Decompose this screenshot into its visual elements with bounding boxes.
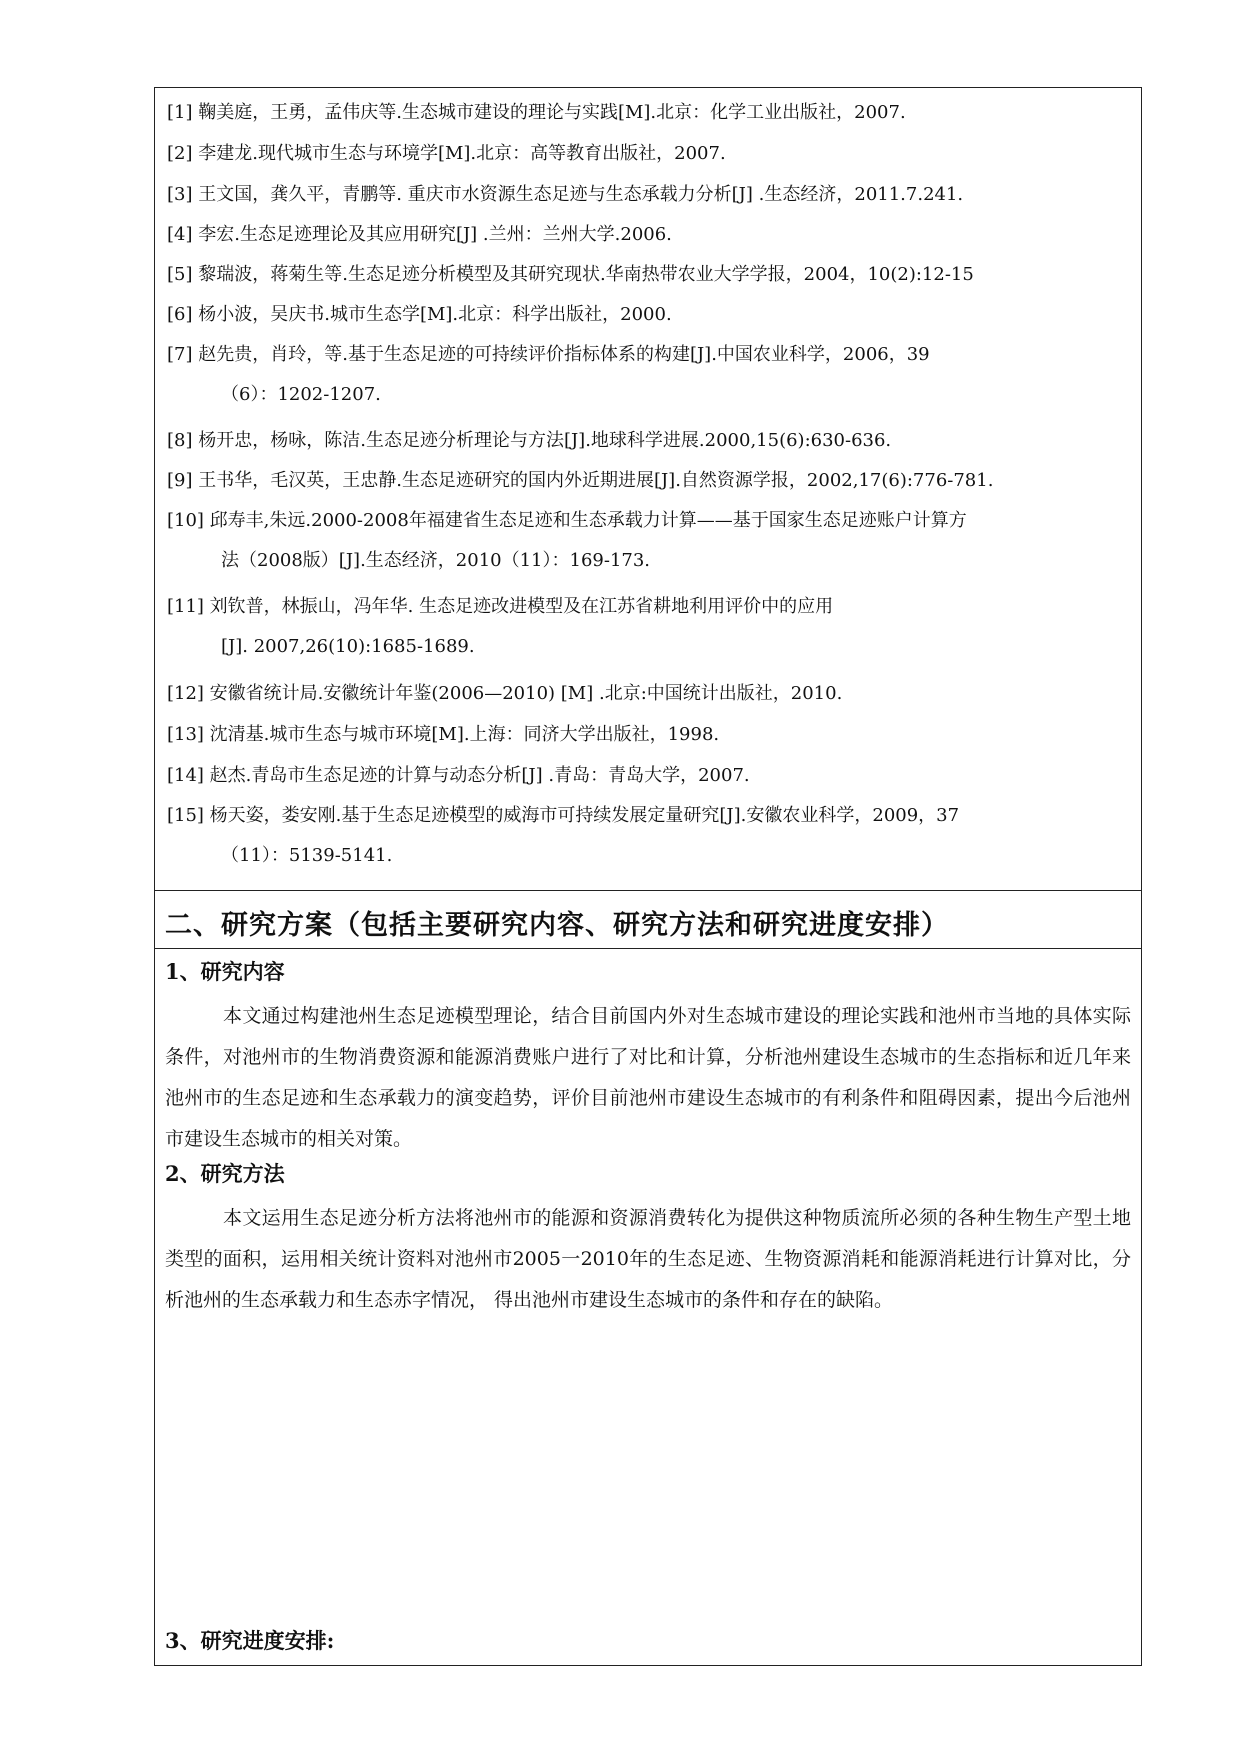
reference-item (167, 718, 1131, 751)
content-paragraph: 本文通过构建池州生态足迹模型理论，结合目前国内外对生态城市建设的理论实践和池州市当地的具体实际条件，对池州市的生物消费资源和能源消费账户进行了对比和计算，分析池州建设生态城市的生态指标和近几年来池州市的生态足迹和生态承载力的演变趋势，评价目前池州市建设生态城市的有利条件和阻碍因素，提出今后池州市建设生态城市的相关对策。 (165, 1005, 1131, 1150)
reference-item (167, 464, 1131, 497)
reference-line: [13] 沈清基.城市生态与城市环境[M].上海：同济大学出版社，1998. (167, 724, 720, 745)
reference-item (167, 137, 1131, 170)
reference-line: [1] 鞠美庭，王勇，孟伟庆等.生态城市建设的理论与实践[M].北京：化学工业出版社，2007. (167, 102, 906, 123)
reference-line: [9] 王书华，毛汉英，王忠静.生态足迹研究的国内外近期进展[J].自然资源学报，2002,17(6):776-781. (167, 470, 994, 491)
reference-line: [12] 安徽省统计局.安徽统计年鉴(2006—2010) [M] .北京:中国统计出版社，2010. (167, 683, 843, 704)
reference-line: [7] 赵先贵，肖玲，等.基于生态足迹的可持续评价指标体系的构建[J].中国农业科学，2006，39 (167, 344, 930, 365)
reference-line: [8] 杨开忠，杨咏，陈洁.生态足迹分析理论与方法[J].地球科学进展.2000,15(6):630-636. (167, 430, 892, 451)
reference-line: [11] 刘钦普，林振山，冯年华. 生态足迹改进模型及在江苏省耕地利用评价中的应用 (167, 596, 834, 617)
reference-line: [3] 王文国，龚久平，青鹏等. 重庆市水资源生态足迹与生态承载力分析[J] .生态经济，2011.7.241. (167, 184, 964, 205)
form-frame (154, 87, 1142, 1666)
reference-item (167, 677, 1131, 710)
reference-item (167, 504, 1131, 577)
reference-item (167, 96, 1131, 129)
reference-line-continued: （11）：5139-5141. (221, 845, 393, 866)
reference-item (167, 218, 1131, 251)
divider (155, 948, 1141, 949)
reference-line: [10] 邱寿丰,朱远.2000-2008年福建省生态足迹和生态承载力计算——基于国家生态足迹账户计算方 (167, 510, 967, 531)
reference-list (155, 88, 1141, 890)
reference-item (167, 424, 1131, 457)
reference-line-continued: （6）：1202-1207. (221, 384, 381, 405)
schedule-heading: 3、研究进度安排: (165, 1628, 335, 1653)
reference-item (167, 590, 1131, 663)
reference-line-continued: [J]. 2007,26(10):1685-1689. (221, 636, 475, 657)
content-heading: 1、研究内容 (165, 959, 285, 984)
reference-line: [5] 黎瑞波，蒋菊生等.生态足迹分析模型及其研究现状.华南热带农业大学学报，2004，10(2):12-15 (167, 264, 974, 285)
reference-item (167, 338, 1131, 411)
reference-item (167, 258, 1131, 291)
reference-line: [4] 李宏.生态足迹理论及其应用研究[J] .兰州：兰州大学.2006. (167, 224, 672, 245)
reference-item (167, 178, 1131, 211)
method-heading: 2、研究方法 (165, 1161, 285, 1186)
reference-line: [6] 杨小波，吴庆书.城市生态学[M].北京：科学出版社，2000. (167, 304, 672, 325)
reference-item (167, 298, 1131, 331)
section-title: 二、研究方案（包括主要研究内容、研究方法和研究进度安排） (165, 910, 949, 941)
divider (155, 890, 1141, 891)
reference-line-continued: 法（2008版）[J].生态经济，2010（11）：169-173. (221, 550, 651, 571)
reference-line: [15] 杨天姿，娄安刚.基于生态足迹模型的威海市可持续发展定量研究[J].安徽农业科学，2009，37 (167, 805, 960, 826)
method-paragraph: 本文运用生态足迹分析方法将池州市的能源和资源消费转化为提供这种物质流所必须的各种生物生产型土地类型的面积，运用相关统计资料对池州市2005一2010年的生态足迹、生物资源消耗和能源消耗进行计算对比，分析池州的生态承载力和生态赤字情况， 得出池州市建设生态城市的条件和存在的缺陷。 (165, 1207, 1131, 1311)
reference-item (167, 759, 1131, 792)
reference-line: [14] 赵杰.青岛市生态足迹的计算与动态分析[J] .青岛：青岛大学，2007. (167, 765, 750, 786)
reference-line: [2] 李建龙.现代城市生态与环境学[M].北京：高等教育出版社，2007. (167, 143, 726, 164)
reference-item (167, 799, 1131, 872)
